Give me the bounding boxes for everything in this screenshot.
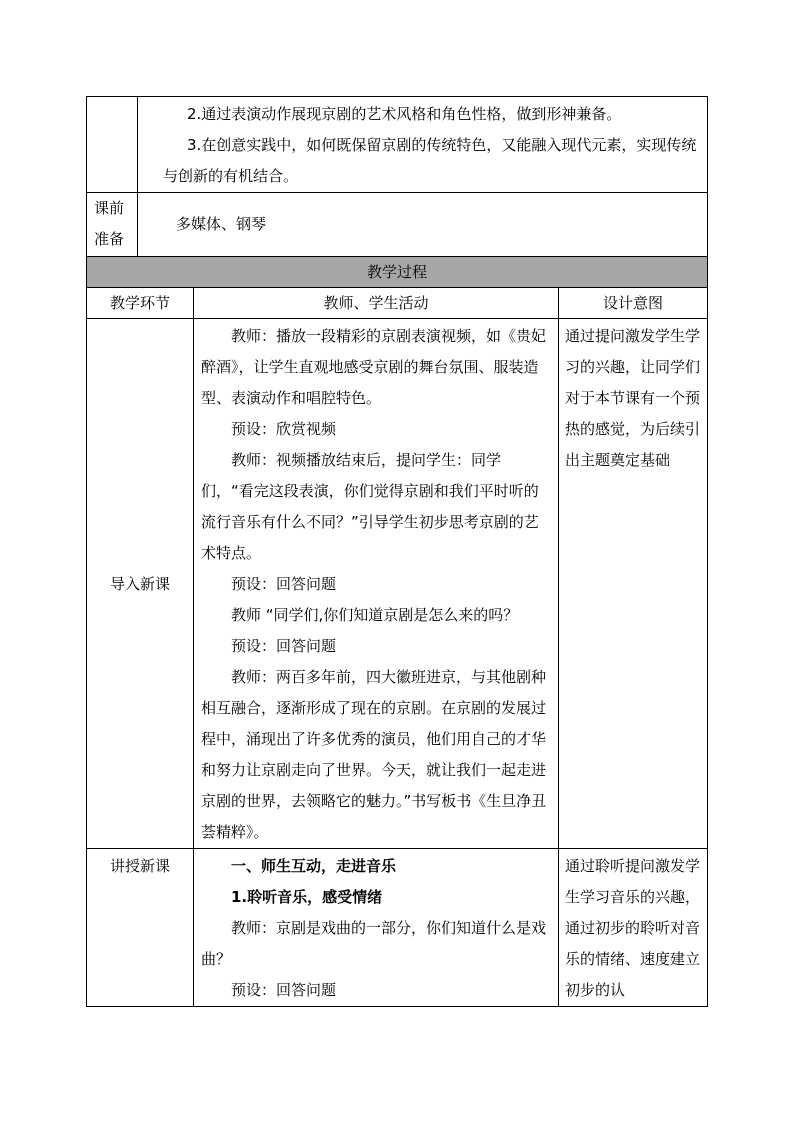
objective-2: 2.通过表演动作展现京剧的艺术风格和角色性格，做到形神兼备。	[187, 105, 622, 123]
header-col3: 设计意图	[559, 288, 708, 319]
header-row	[87, 288, 708, 319]
preparation-label-line1: 课前	[94, 199, 125, 217]
objectives-content-cell	[138, 97, 708, 193]
section-intro-activities	[194, 319, 559, 849]
lesson-plan-document	[86, 96, 707, 1007]
section-new-activities	[194, 849, 559, 1007]
section-new-row	[87, 849, 708, 1007]
new-heading-2: 1.聆听音乐，感受情绪	[231, 888, 383, 906]
new-para-2: 预设：回答问题	[231, 981, 337, 999]
intro-para-7: 教师：两百多年前，四大徽班进京，与其他剧种相互融合，逐渐形成了现在的京剧。在京剧的发展过程中，涌现出了许多优秀的演员，他们用自己的才华和努力让京剧走向了世界。今天，就让我们一起走进京剧的世界，去领略它的魅力。”书写板书《生旦净丑荟精粹》。	[201, 668, 547, 841]
lesson-plan-table	[86, 96, 708, 1007]
intro-para-4: 预设：回答问题	[231, 575, 337, 593]
intro-para-6: 预设：回答问题	[231, 637, 337, 655]
intro-para-3: 教师：视频播放结束后，提问学生：同学们，“看完这段表演，你们觉得京剧和我们平时听的流行音乐有什么不同？”引导学生初步思考京剧的艺术特点。	[201, 451, 539, 562]
new-para-1: 教师：京剧是戏曲的一部分，你们知道什么是戏曲？	[201, 919, 547, 968]
objectives-label-cell	[87, 97, 138, 193]
header-col2: 教师、学生活动	[194, 288, 559, 319]
preparation-label-cell	[87, 193, 138, 257]
objectives-row	[87, 97, 708, 193]
section-intro-name: 导入新课	[87, 319, 194, 849]
process-band-title: 教学过程	[87, 257, 708, 288]
preparation-value: 多媒体、钢琴	[138, 193, 708, 257]
preparation-row	[87, 193, 708, 257]
objective-3: 3.在创意实践中，如何既保留京剧的传统特色，又能融入现代元素，实现传统与创新的有机结合。	[163, 136, 697, 185]
section-intro-intent: 通过提问激发学生学习的兴趣，让同学们对于本节课有一个预热的感觉，为后续引出主题奠定基础	[559, 319, 708, 849]
process-band-row	[87, 257, 708, 288]
section-intro-row	[87, 319, 708, 849]
intro-para-5: 教师 “同学们,你们知道京剧是怎么来的吗？	[231, 606, 519, 624]
section-new-intent: 通过聆听提问激发学生学习音乐的兴趣，通过初步的聆听对音乐的情绪、速度建立初步的认	[559, 849, 708, 1007]
preparation-label-line2: 准备	[94, 230, 125, 248]
intro-para-2: 预设：欣赏视频	[231, 420, 337, 438]
header-col1: 教学环节	[87, 288, 194, 319]
new-heading-1: 一、师生互动，走进音乐	[231, 857, 397, 875]
intro-para-1: 教师：播放一段精彩的京剧表演视频，如《贵妃醉酒》，让学生直观地感受京剧的舞台氛围、服装造型、表演动作和唱腔特色。	[201, 327, 547, 407]
section-new-name: 讲授新课	[87, 849, 194, 1007]
